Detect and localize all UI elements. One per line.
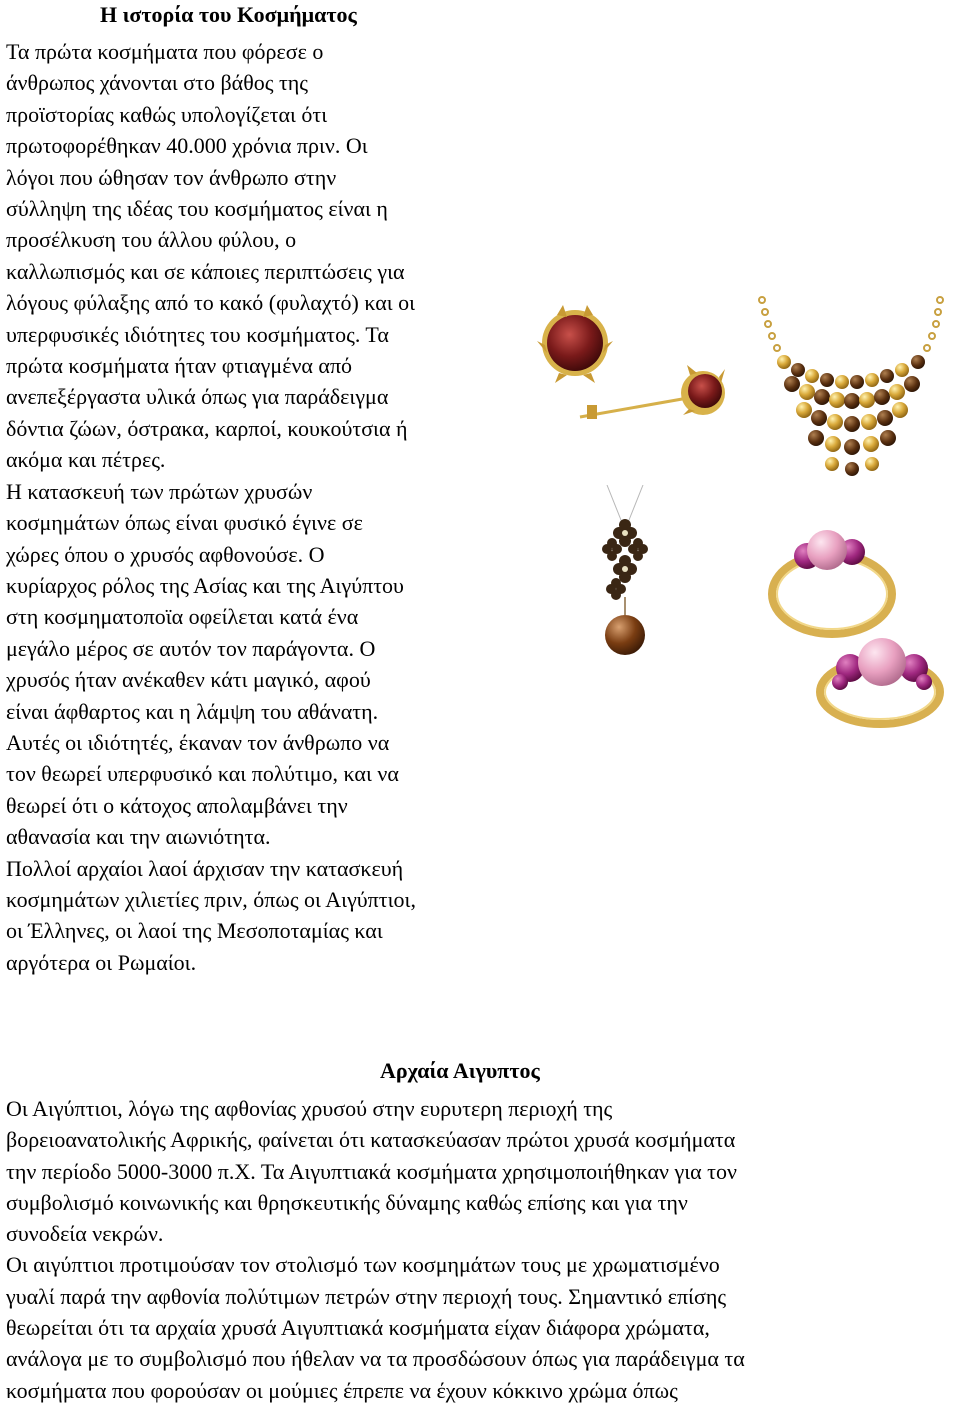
text-line: λόγοι που ώθησαν τον άνθρωπο στην xyxy=(6,164,337,190)
text-line: θεωρείται ότι τα αρχαία χρυσά Αιγυπτιακά κοσμήματα είχαν διάφορα χρώματα, xyxy=(6,1315,710,1341)
text-line: ανεπεξέργαστα υλικά όπως για παράδειγμα xyxy=(6,384,389,410)
text-line: λόγους φύλαξης από το κακό (φυλαχτό) και οι xyxy=(6,290,416,316)
text-line: Οι αιγύπτιοι προτιμούσαν τον στολισμό των κοσμημάτων τους με χρωματισμένο xyxy=(6,1252,720,1278)
text-line: καλλωπισμός και σε κάποιες περιπτώσεις για xyxy=(6,258,405,284)
text-line: πρώτα κοσμήματα ήταν φτιαγμένα από xyxy=(6,353,353,379)
text-line: την περίοδο 5000-3000 π.Χ. Τα Αιγυπτιακά κοσμήματα χρησιμοποιήθηκαν για τον xyxy=(6,1158,737,1184)
text-line: χρυσός ήταν ανέκαθεν κάτι μαγικό, αφού xyxy=(6,667,371,693)
text-line: συμβολισμό κοινωνικής και θρησκευτικής δύναμης καθώς επίσης και για την xyxy=(6,1189,688,1215)
text-line: προσέλκυση του άλλου φύλου, ο xyxy=(6,227,297,253)
text-line: τον θεωρεί υπερφυσικό και πολύτιμο, και να xyxy=(6,761,399,787)
text-line: γυαλί παρά την αφθονία πολύτιμων πετρών στην περιοχή τους. Σημαντικό επίσης xyxy=(6,1283,727,1309)
page-title: Η ιστορία του Κοσμήματος xyxy=(100,2,357,27)
text-line: πρωτοφορέθηκαν 40.000 χρόνια πριν. Οι xyxy=(6,133,368,159)
text-line: δόντια ζώων, όστρακα, καρποί, κουκούτσια ή xyxy=(6,415,408,441)
text-line: ακόμα και πέτρες. xyxy=(6,447,166,473)
text-line: θεωρεί ότι ο κάτοχος απολαμβάνει την xyxy=(6,792,348,818)
text-line: μεγάλο μέρος σε αυτόν τον παράγοντα. Ο xyxy=(6,635,376,661)
text-line: είναι άφθαρτος και η λάμψη του αθάνατη. xyxy=(6,698,379,724)
text-line: αθανασία και την αιωνιότητα. xyxy=(6,824,271,850)
text-line: χώρες όπου ο χρυσός αφθονούσε. Ο xyxy=(6,541,325,567)
text-line: Η κατασκευή των πρώτων χρυσών xyxy=(6,478,313,504)
text-line: προϊστορίας καθώς υπολογίζεται ότι xyxy=(6,101,328,127)
text-line: Αυτές οι ιδιότητές, έκαναν τον άνθρωπο να xyxy=(6,729,390,755)
text-line: συνοδεία νεκρών. xyxy=(6,1221,164,1247)
text-line: σύλληψη της ιδέας του κοσμήματος είναι η xyxy=(6,196,388,222)
text-line: αργότερα οι Ρωμαίοι. xyxy=(6,949,197,975)
necklace-image xyxy=(752,292,952,492)
text-line: κυρίαρχος ρόλος της Ασίας και της Αιγύπτου xyxy=(6,572,404,598)
text-line: κοσμήματα που φορούσαν οι μούμιες έπρεπε να έχουν κόκκινο χρώμα όπως xyxy=(6,1377,678,1403)
text-line: βορειοανατολικής Αφρικής, φαίνεται ότι κατασκεύασαν πρώτοι χρυσά κοσμήματα xyxy=(6,1127,736,1153)
text-line: Οι Αιγύπτιοι, λόγω της αφθονίας χρυσού στην ευρυτερη περιοχή της xyxy=(6,1096,613,1121)
text-line: στη κοσμηματοποϊα οφείλεται κατά ένα xyxy=(6,604,359,630)
intro-text xyxy=(6,36,526,978)
text-line: υπερφυσικές ιδιότητες του κοσμήματος. Τα xyxy=(6,321,389,347)
text-line: Πολλοί αρχαίοι λαοί άρχισαν την κατασκευή xyxy=(6,855,404,881)
egypt-text xyxy=(6,1093,956,1406)
earrings-image xyxy=(535,295,730,435)
section-heading: Αρχαία Αιγυπτος xyxy=(380,1058,540,1083)
text-line: οι Έλληνες, οι λαοί της Μεσοποταμίας και xyxy=(6,918,383,944)
pendant-image xyxy=(595,485,655,665)
text-line: ανάλογα με το συμβολισμό που ήθελαν να τα προσδώσουν όπως για παράδειγμα τα xyxy=(6,1346,745,1372)
text-line: κοσμημάτων χιλιετίες πριν, όπως οι Αιγύπτιοι, xyxy=(6,886,416,912)
rings-image xyxy=(752,522,952,737)
text-line: άνθρωπος χάνονται στο βάθος της xyxy=(6,70,309,96)
text-line: κοσμημάτων όπως είναι φυσικό έγινε σε xyxy=(6,510,363,536)
text-line: Τα πρώτα κοσμήματα που φόρεσε ο xyxy=(6,39,324,64)
